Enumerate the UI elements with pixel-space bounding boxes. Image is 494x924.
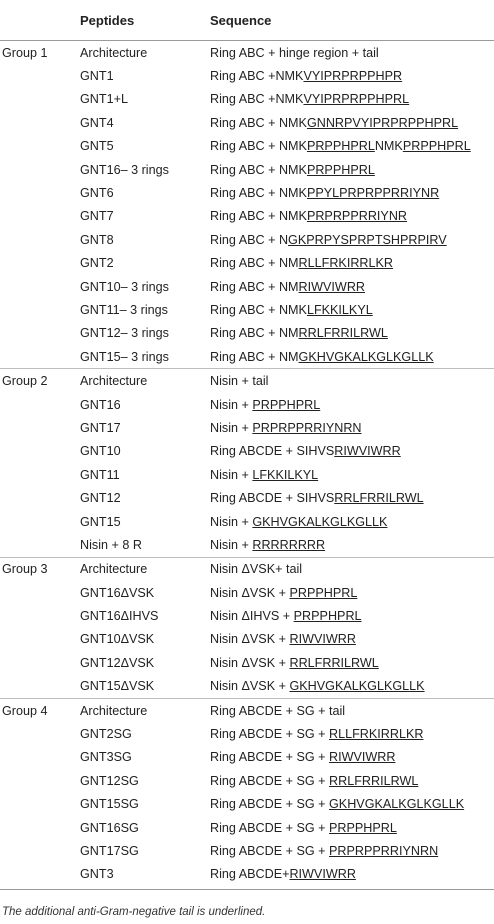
sequence-base: Ring ABC + NMK: [210, 302, 307, 317]
table-row: [0, 604, 494, 627]
table-row: [0, 135, 494, 158]
sequence-cell: [210, 298, 494, 321]
sequence-tail: LFKKILKYL: [252, 467, 319, 482]
table-row: [0, 322, 494, 345]
table-row: [0, 205, 494, 228]
sequence-base: Ring ABC + NMK: [210, 186, 307, 201]
peptide-cell: GNT15: [80, 514, 121, 529]
peptide-cell: GNT15– 3 rings: [80, 349, 169, 364]
sequence-base: Nisin +: [210, 420, 253, 435]
sequence-tail: PRPRPPRRIYNR: [306, 209, 408, 224]
sequence-base: Nisin +: [210, 514, 253, 529]
group-cell: [0, 135, 80, 158]
sequence-cell: [210, 369, 494, 393]
table-row: [0, 581, 494, 604]
sequence-tail: RIWVIWRR: [289, 867, 356, 882]
table-row: [0, 298, 494, 321]
sequence-base: Nisin ΔIHVS +: [210, 609, 294, 624]
group-cell: [0, 675, 80, 699]
sequence-tail: VYIPRPRPPHPR: [303, 69, 403, 84]
table-row: [0, 557, 494, 581]
table-row: [0, 416, 494, 439]
sequence-cell: [210, 181, 494, 204]
sequence-tail: VYIPRPRPPHPRL: [303, 92, 410, 107]
sequence-cell: [210, 675, 494, 699]
sequence-tail: GKHVGKALKGLKGLLK: [252, 514, 388, 529]
sequence-cell: [210, 698, 494, 722]
peptide-cell: GNT4: [80, 115, 114, 130]
group-cell: [0, 746, 80, 769]
peptide-cell: GNT6: [80, 186, 114, 201]
sequence-tail: GKHVGKALKGLKGLLK: [298, 349, 434, 364]
sequence-base: Nisin ΔVSK+ tail: [210, 562, 303, 577]
sequence-cell: [210, 604, 494, 627]
sequence-base: Nisin +: [210, 397, 253, 412]
sequence-base: Nisin ΔVSK +: [210, 655, 290, 670]
table-bottom-rule: [0, 889, 494, 890]
sequence-cell: [210, 839, 494, 862]
sequence-tail: RRLFRRILRWL: [298, 326, 388, 341]
sequence-base: Ring ABC + N: [210, 232, 289, 247]
sequence-base: Nisin +: [210, 537, 253, 552]
peptide-cell: GNT15SG: [80, 797, 139, 812]
sequence-tail: RLLFRKIRRLKR: [298, 256, 394, 271]
group-cell: [0, 604, 80, 627]
peptide-cell: GNT10ΔVSK: [80, 632, 155, 647]
sequence-base: Ring ABCDE + SG +: [210, 797, 329, 812]
sequence-base: Ring ABCDE + SG +: [210, 773, 329, 788]
sequence-cell: [210, 816, 494, 839]
header-group: [0, 0, 80, 41]
table-row: [0, 158, 494, 181]
sequence-base: Ring ABCDE + SG + tail: [210, 703, 346, 718]
table-caption: The additional anti-Gram-negative tail is underlined.: [2, 906, 266, 918]
table-row: [0, 345, 494, 369]
peptide-cell: GNT16: [80, 397, 121, 412]
group-cell: [0, 416, 80, 439]
sequence-cell: [210, 722, 494, 745]
peptide-cell: GNT11: [80, 467, 120, 482]
group-cell: [0, 345, 80, 369]
table-row: [0, 839, 494, 862]
sequence-cell: [210, 322, 494, 345]
sequence-cell: [210, 88, 494, 111]
table-row: [0, 88, 494, 111]
group-cell: [0, 64, 80, 87]
header-sequence: Sequence: [210, 0, 494, 41]
sequence-cell: [210, 628, 494, 651]
group-cell: [0, 111, 80, 134]
sequence-base: Ring ABC + NM: [210, 279, 299, 294]
group-cell: [0, 486, 80, 509]
sequence-cell: [210, 440, 494, 463]
sequence-cell: [210, 863, 494, 886]
group-cell: [0, 628, 80, 651]
sequence-cell: [210, 510, 494, 533]
table-row: [0, 111, 494, 134]
sequence-cell: [210, 486, 494, 509]
sequence-cell: [210, 345, 494, 369]
table-row: [0, 486, 494, 509]
sequence-base: Nisin +: [210, 467, 253, 482]
group-cell: [0, 88, 80, 111]
group-cell: [0, 510, 80, 533]
sequence-cell: [210, 41, 494, 65]
sequence-base: Ring ABCDE+: [210, 867, 290, 882]
group-cell: [0, 322, 80, 345]
group-cell: [0, 533, 80, 557]
table-row: [0, 698, 494, 722]
table-row: [0, 769, 494, 792]
group-cell: Group 2: [0, 369, 80, 393]
table-row: [0, 64, 494, 87]
sequence-tail: RRLFRRILRWL: [329, 773, 419, 788]
sequence-tail: RIWVIWRR: [329, 750, 396, 765]
group-cell: [0, 158, 80, 181]
peptide-cell: GNT16SG: [80, 820, 139, 835]
sequence-cell: [210, 581, 494, 604]
sequence-tail: RRLFRRILRWL: [289, 655, 379, 670]
sequence-cell: [210, 769, 494, 792]
sequence-base: Ring ABCDE + SG +: [210, 820, 329, 835]
peptide-cell: GNT12– 3 rings: [80, 326, 169, 341]
peptide-cell: GNT10: [80, 444, 121, 459]
table-header: [0, 0, 494, 41]
peptide-cell: GNT3: [80, 867, 114, 882]
sequence-cell: [210, 228, 494, 251]
sequence-tail: PRPRPPRRIYNRN: [329, 843, 439, 858]
sequence-base: Nisin ΔVSK +: [210, 585, 290, 600]
group-cell: Group 3: [0, 557, 80, 581]
peptide-cell: GNT15ΔVSK: [80, 679, 155, 694]
sequence-tail: RLLFRKIRRLKR: [329, 727, 424, 742]
group-cell: [0, 816, 80, 839]
peptide-cell: GNT16ΔVSK: [80, 585, 155, 600]
sequence-tail: PRPPHPRL: [306, 162, 375, 177]
sequence-base: Ring ABC + hinge region + tail: [210, 45, 379, 60]
table-row: [0, 722, 494, 745]
peptide-cell: Nisin + 8 R: [80, 537, 142, 552]
sequence-tail: GKHVGKALKGLKGLLK: [289, 679, 425, 694]
peptide-cell: Architecture: [80, 45, 148, 60]
peptide-cell: GNT2SG: [80, 727, 132, 742]
sequence-cell: [210, 158, 494, 181]
table-row: [0, 252, 494, 275]
sequence-tail: PRPPHPRL: [293, 609, 362, 624]
group-cell: [0, 863, 80, 886]
sequence-base: Ring ABC + NM: [210, 256, 299, 271]
table-row: [0, 275, 494, 298]
group-cell: [0, 252, 80, 275]
peptide-cell: GNT7: [80, 209, 114, 224]
sequence-tail: RIWVIWRR: [289, 632, 356, 647]
group-cell: [0, 651, 80, 674]
table-row: [0, 463, 494, 486]
sequence-base: Ring ABC +NMK: [210, 69, 304, 84]
sequence-tail: PRPPHPRL: [329, 820, 397, 835]
table-row: [0, 393, 494, 416]
sequence-tail-2: PRPPHPRL: [402, 139, 471, 154]
sequence-tail: RRRRRRRR: [252, 537, 326, 552]
table-row: [0, 793, 494, 816]
sequence-cell: [210, 651, 494, 674]
sequence-tail: PRPPHPRL: [289, 585, 358, 600]
table-row: [0, 510, 494, 533]
group-cell: [0, 205, 80, 228]
peptide-cell: GNT10– 3 rings: [80, 279, 169, 294]
table-row: [0, 816, 494, 839]
sequence-tail: PRPRPPRRIYNRN: [252, 420, 362, 435]
group-cell: [0, 298, 80, 321]
table-row: [0, 41, 494, 65]
sequence-cell: [210, 416, 494, 439]
peptide-cell: GNT16ΔIHVS: [80, 609, 159, 624]
sequence-cell: [210, 533, 494, 557]
peptide-cell: GNT12SG: [80, 773, 139, 788]
sequence-cell: [210, 252, 494, 275]
group-cell: [0, 722, 80, 745]
sequence-cell: [210, 275, 494, 298]
peptide-cell: GNT1: [80, 69, 114, 84]
peptide-cell: GNT1+L: [80, 92, 128, 107]
sequence-base: Ring ABC + NM: [210, 349, 299, 364]
sequence-base: Ring ABCDE + SG +: [210, 750, 329, 765]
group-cell: [0, 839, 80, 862]
group-cell: [0, 228, 80, 251]
peptide-cell: GNT12: [80, 491, 121, 506]
peptide-cell: GNT8: [80, 232, 114, 247]
peptide-cell: Architecture: [80, 557, 210, 581]
table-body: [0, 41, 494, 887]
sequence-base: Ring ABC + NMK: [210, 115, 307, 130]
peptide-cell: GNT16– 3 rings: [80, 162, 169, 177]
group-cell: Group 4: [0, 698, 80, 722]
table-row: [0, 369, 494, 393]
peptide-cell: GNT5: [80, 139, 114, 154]
peptide-cell: GNT3SG: [80, 750, 132, 765]
sequence-base: Nisin + tail: [210, 374, 269, 389]
sequence-tail: PRPPHPRL: [252, 397, 321, 412]
peptide-cell: GNT11– 3 rings: [80, 302, 168, 317]
sequence-cell: [210, 135, 494, 158]
table-row: [0, 863, 494, 886]
table-row: [0, 440, 494, 463]
sequence-cell: [210, 64, 494, 87]
sequence-tail: GKHVGKALKGLKGLLK: [329, 797, 465, 812]
group-cell: [0, 581, 80, 604]
group-cell: [0, 393, 80, 416]
header-row: [0, 0, 494, 41]
table-row: [0, 181, 494, 204]
sequence-base: Ring ABCDE + SIHVS: [210, 444, 335, 459]
sequence-tail: GKPRPYSPRPTSHPRPIRV: [288, 232, 447, 247]
sequence-base: Ring ABCDE + SIHVS: [210, 491, 335, 506]
table-row: [0, 675, 494, 699]
group-cell: [0, 440, 80, 463]
peptide-cell: GNT17: [80, 420, 121, 435]
sequence-cell: [210, 746, 494, 769]
peptide-cell: GNT2: [80, 256, 114, 271]
header-peptides: Peptides: [80, 0, 210, 41]
group-cell: [0, 275, 80, 298]
sequence-cell: [210, 793, 494, 816]
sequence-base: Ring ABC + NMK: [210, 162, 307, 177]
table-row: [0, 628, 494, 651]
peptide-cell: GNT17SG: [80, 843, 139, 858]
sequence-tail: PRPPHPRL: [306, 139, 375, 154]
sequence-cell: [210, 463, 494, 486]
sequence-linker: NMK: [374, 139, 403, 154]
sequence-tail: RIWVIWRR: [298, 279, 366, 294]
table-row: [0, 228, 494, 251]
sequence-tail: PPYLPRPRPPRRIYNR: [306, 186, 440, 201]
sequence-tail: RRLFRRILRWL: [334, 491, 424, 506]
sequence-cell: [210, 111, 494, 134]
table-row: [0, 651, 494, 674]
sequence-base: Nisin ΔVSK +: [210, 679, 290, 694]
group-cell: [0, 793, 80, 816]
peptide-cell: GNT12ΔVSK: [80, 655, 155, 670]
peptide-cell: Architecture: [80, 698, 210, 722]
group-cell: [0, 181, 80, 204]
group-cell: [0, 463, 80, 486]
table-row: [0, 746, 494, 769]
sequence-cell: [210, 393, 494, 416]
sequence-base: Ring ABCDE + SG +: [210, 843, 329, 858]
sequence-tail: LFKKILKYL: [306, 302, 373, 317]
sequence-base: Nisin ΔVSK +: [210, 632, 290, 647]
sequence-base: Ring ABC + NMK: [210, 209, 307, 224]
sequence-cell: [210, 205, 494, 228]
group-cell: Group 1: [2, 45, 48, 60]
sequence-tail: GNNRPVYIPRPRPPHPRL: [306, 115, 459, 130]
sequence-tail: RIWVIWRR: [334, 444, 401, 459]
sequence-base: Ring ABC +NMK: [210, 92, 304, 107]
sequence-base: Ring ABCDE + SG +: [210, 727, 329, 742]
sequence-base: Ring ABC + NM: [210, 326, 299, 341]
peptide-cell: Architecture: [80, 369, 210, 393]
group-cell: [0, 769, 80, 792]
sequence-cell: [210, 557, 494, 581]
sequence-base: Ring ABC + NMK: [210, 139, 307, 154]
table-row: [0, 533, 494, 557]
